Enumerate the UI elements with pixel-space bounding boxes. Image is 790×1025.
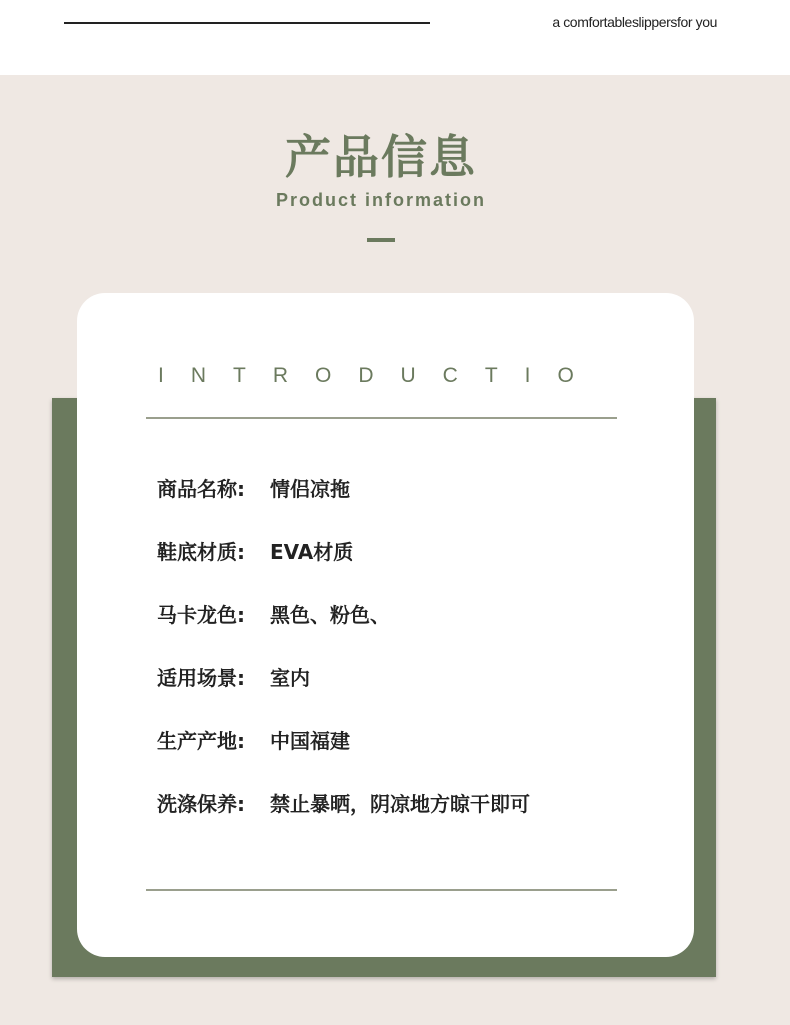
info-row-scenario xyxy=(157,662,530,725)
info-row-colors xyxy=(157,599,530,662)
info-row-care xyxy=(157,788,530,851)
card-heading: INTRODUCTIO xyxy=(158,364,601,387)
info-label: 商品名称: xyxy=(157,477,245,501)
info-value: 室内 xyxy=(270,666,310,690)
section-title-en: Product information xyxy=(276,190,486,210)
info-value: 情侣凉拖 xyxy=(270,477,350,501)
info-value: 黑色、粉色、 xyxy=(270,603,390,627)
info-label: 洗涤保养: xyxy=(157,792,245,816)
info-value: 禁止暴晒，阴凉地方晾干即可 xyxy=(270,792,530,816)
top-banner xyxy=(0,0,790,75)
info-label: 适用场景: xyxy=(157,666,245,690)
info-label: 鞋底材质: xyxy=(157,540,245,564)
tagline: a comfortableslippersfor you xyxy=(552,14,717,30)
section-title-cn: 产品信息 xyxy=(285,130,477,184)
info-label: 马卡龙色: xyxy=(157,603,245,627)
info-row-product-name xyxy=(157,473,530,536)
info-row-origin xyxy=(157,725,530,788)
top-divider-line xyxy=(64,22,430,24)
card-bottom-rule xyxy=(146,889,617,891)
info-value: EVA材质 xyxy=(270,540,354,564)
info-label: 生产产地: xyxy=(157,729,245,753)
info-list xyxy=(157,473,530,851)
card-top-rule xyxy=(146,417,617,419)
title-dash xyxy=(367,238,395,242)
info-value: 中国福建 xyxy=(270,729,350,753)
info-row-sole-material xyxy=(157,536,530,599)
